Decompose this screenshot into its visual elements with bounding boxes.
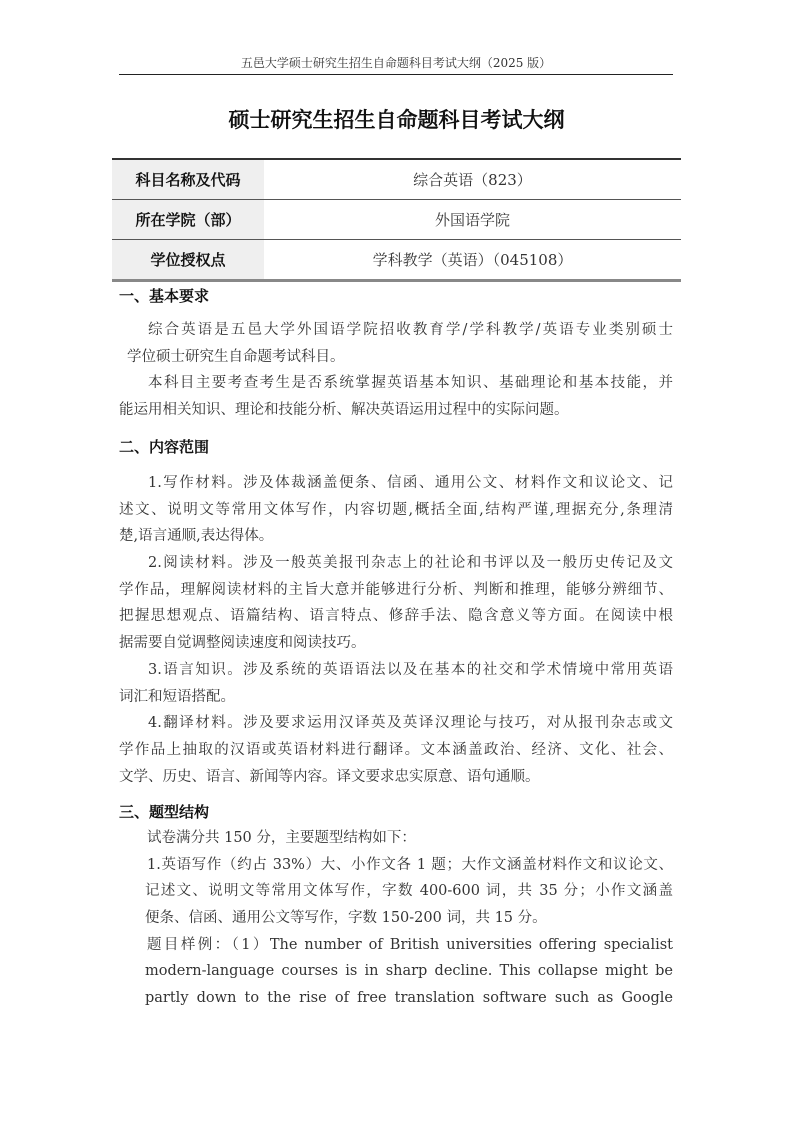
text-line: 试卷满分共 150 分，主要题型结构如下： [147, 830, 416, 846]
text-line: 便条、信函、通用公文等写作，字数 150-200 词，共 15 分。 [145, 910, 547, 927]
text-line: 学位硕士研究生自命题考试科目。 [127, 348, 345, 365]
row-value: 外国语学院 [264, 200, 681, 240]
page-title: 硕士研究生招生自命题科目考试大纲 [228, 108, 565, 132]
row-label: 所在学院（部） [112, 200, 264, 240]
section-basic-requirements [119, 283, 673, 424]
text-line: 把握思想观点、语篇结构、语言特点、修辞手法、隐含意义等方面。在阅读中根 [119, 608, 673, 625]
text-line: 综合英语是五邑大学外国语学院招收教育学/学科教学/英语专业类别硕士 [148, 322, 673, 338]
section-heading: 三、题型结构 [119, 803, 210, 821]
text-line: 学作品，理解阅读材料的主旨大意并能够进行分析、判断和推理，能够分辨细节、 [119, 581, 673, 598]
row-label: 科目名称及代码 [112, 159, 264, 200]
table-row [112, 200, 681, 240]
section-content-scope [119, 434, 673, 790]
text-line: 1.写作材料。涉及体裁涵盖便条、信函、通用公文、材料作文和议论文、记 [148, 475, 673, 491]
row-label: 学位授权点 [112, 240, 264, 281]
row-value: 学科教学（英语）（045108） [264, 240, 681, 281]
text-line: 能运用相关知识、理论和技能分析、解决英语运用过程中的实际问题。 [119, 402, 569, 419]
section-heading: 二、内容范围 [119, 438, 210, 456]
table-row [112, 240, 681, 281]
text-line: 楚,语言通顺,表达得体。 [119, 528, 274, 545]
table-row [112, 159, 681, 200]
header-divider [119, 74, 673, 75]
section-question-structure [119, 799, 673, 1012]
text-line: 3.语言知识。涉及系统的英语语法以及在基本的社交和学术情境中常用英语 [148, 661, 673, 678]
subject-info-table [112, 158, 681, 282]
text-line: 据需要自觉调整阅读速度和阅读技巧。 [119, 635, 366, 652]
text-line: 4.翻译材料。涉及要求运用汉译英及英译汉理论与技巧，对从报刊杂志或文 [148, 715, 673, 732]
text-line: 述文、说明文等常用文体写作，内容切题,概括全面,结构严谨,理据充分,条理清 [119, 501, 673, 518]
text-line: 2.阅读材料。涉及一般英美报刊杂志上的社论和书评以及一般历史传记及文 [148, 555, 673, 572]
text-line: 1.英语写作（约占 33%）大、小作文各 1 题；大作文涵盖材料作文和议论文、 [147, 856, 673, 873]
running-header: 五邑大学硕士研究生招生自命题科目考试大纲（2025 版） [240, 56, 552, 70]
text-line: 文学、历史、语言、新闻等内容。译文要求忠实原意、语句通顺。 [119, 768, 540, 785]
text-line: 词汇和短语搭配。 [119, 688, 235, 705]
text-line: modern-language courses is in sharp decline. This collapse might be [145, 963, 673, 980]
text-line: 记述文、说明文等常用文体写作，字数 400-600 词，共 35 分；小作文涵盖 [145, 883, 673, 900]
row-value: 综合英语（823） [264, 159, 681, 200]
text-line: 学作品上抽取的汉语或英语材料进行翻译。文本涵盖政治、经济、文化、社会、 [119, 741, 673, 758]
text-line: partly down to the rise of free translation software such as Google [145, 990, 673, 1007]
text-line: 本科目主要考查考生是否系统掌握英语基本知识、基础理论和基本技能，并 [148, 375, 673, 392]
section-heading: 一、基本要求 [119, 287, 210, 305]
text-line: 题目样例：（1）The number of British universities offering specialist [147, 936, 673, 953]
